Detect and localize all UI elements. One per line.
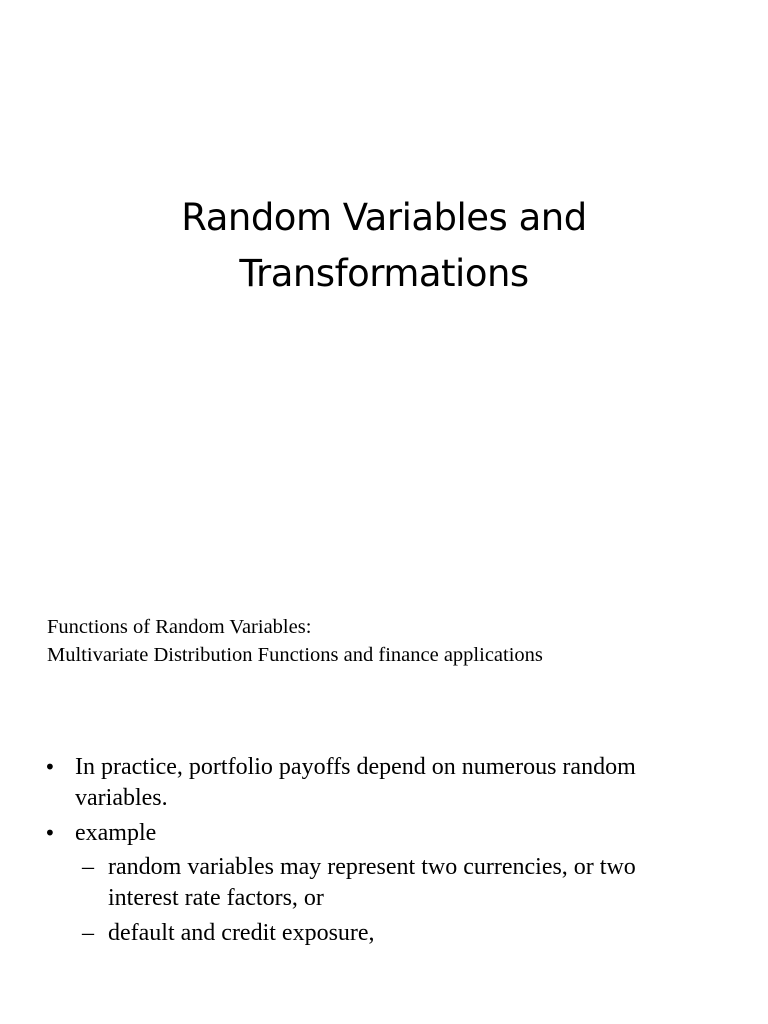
- subtitle-line-1: Functions of Random Variables:: [47, 616, 312, 638]
- bullet-dot-icon: •: [44, 755, 56, 779]
- sub-bullet-text: random variables may represent two currencies, or two interest rate factors, or: [108, 854, 636, 911]
- dash-icon: –: [82, 854, 94, 880]
- slide-title-line-2: Transformations: [239, 252, 529, 295]
- bullet-item: [40, 818, 730, 949]
- bullet-text: example: [75, 820, 157, 846]
- sub-bullet-item: [74, 918, 708, 949]
- dash-icon: –: [82, 920, 94, 946]
- slide-title-line-1: Random Variables and: [181, 196, 587, 239]
- sub-bullet-list: [74, 852, 730, 949]
- sub-bullet-item: [74, 852, 708, 914]
- bullet-dot-icon: •: [44, 821, 56, 845]
- bullet-item: [40, 752, 730, 814]
- slide-subtitle: [47, 613, 543, 669]
- subtitle-line-2: Multivariate Distribution Functions and finance applications: [47, 644, 543, 666]
- bullet-text: In practice, portfolio payoffs depend on numerous random variables.: [75, 754, 636, 811]
- slide-title: [0, 190, 768, 302]
- sub-bullet-text: default and credit exposure,: [108, 920, 375, 946]
- bullet-list: [40, 752, 730, 953]
